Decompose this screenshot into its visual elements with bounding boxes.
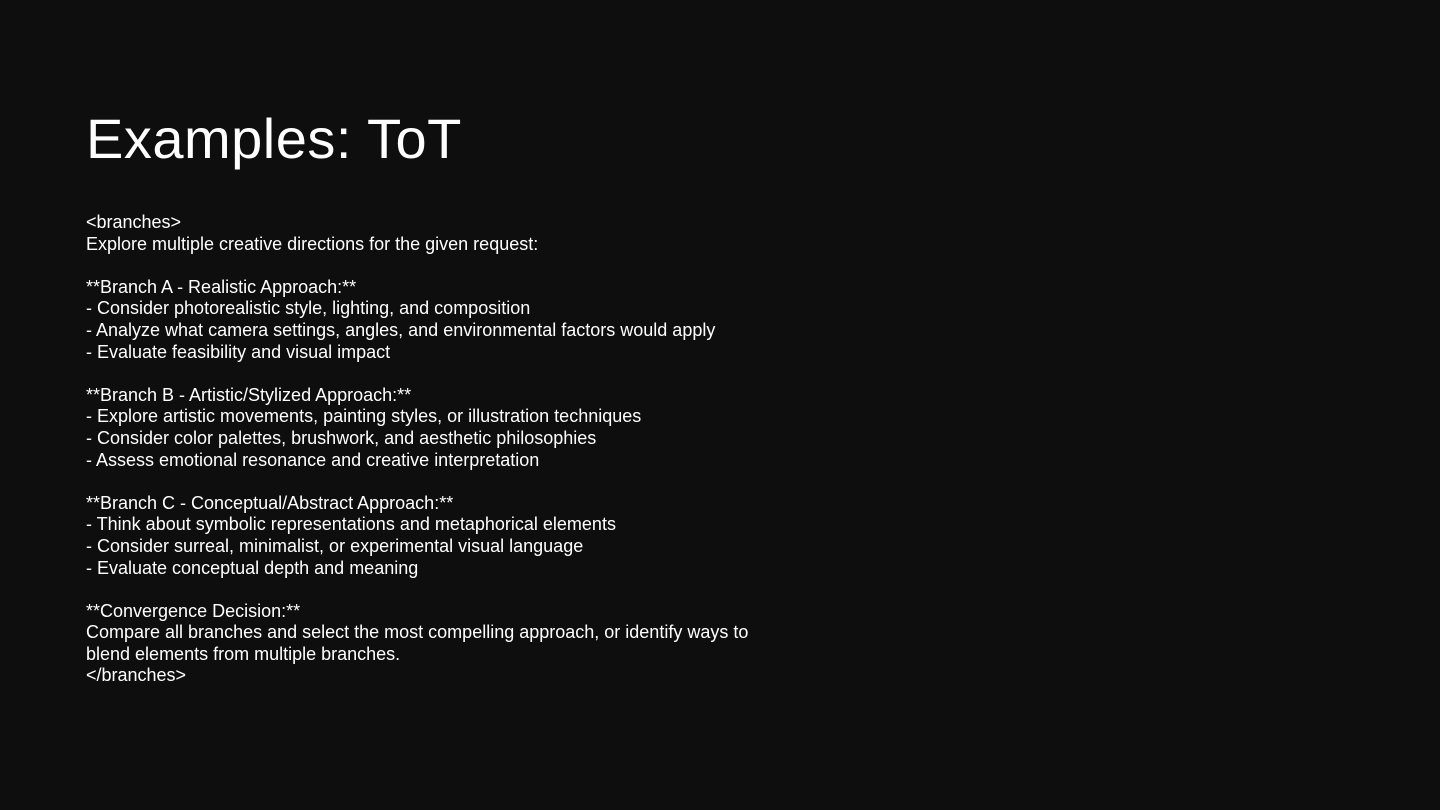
body-line xyxy=(86,579,786,601)
body-line: - Evaluate conceptual depth and meaning xyxy=(86,557,419,578)
body-line xyxy=(86,255,786,277)
body-line: - Consider photorealistic style, lighting, and composition xyxy=(86,298,531,319)
body-line xyxy=(86,471,786,493)
body-line: - Consider color palettes, brushwork, and aesthetic philosophies xyxy=(86,427,597,448)
body-line: <branches> xyxy=(86,212,182,232)
body-line: - Explore artistic movements, painting styles, or illustration techniques xyxy=(86,406,642,427)
body-line xyxy=(86,363,786,385)
body-line: Compare all branches and select the most compelling approach, or identify ways to blend elements from multiple branches. xyxy=(86,622,754,664)
body-line: **Convergence Decision:** xyxy=(86,600,301,621)
body-line: - Assess emotional resonance and creative interpretation xyxy=(86,449,540,470)
body-line: **Branch B - Artistic/Stylized Approach:** xyxy=(86,384,412,405)
body-line: Explore multiple creative directions for the given request: xyxy=(86,233,539,254)
body-line: - Consider surreal, minimalist, or experimental visual language xyxy=(86,535,584,556)
body-line: - Evaluate feasibility and visual impact xyxy=(86,341,391,362)
body-line: **Branch A - Realistic Approach:** xyxy=(86,276,357,297)
body-line: **Branch C - Conceptual/Abstract Approach:** xyxy=(86,492,454,513)
slide-body xyxy=(86,212,786,687)
body-line: - Analyze what camera settings, angles, and environmental factors would apply xyxy=(86,319,716,340)
slide-title: Examples: ToT xyxy=(86,107,462,170)
body-line: </branches> xyxy=(86,665,187,686)
body-line: - Think about symbolic representations and metaphorical elements xyxy=(86,514,616,535)
